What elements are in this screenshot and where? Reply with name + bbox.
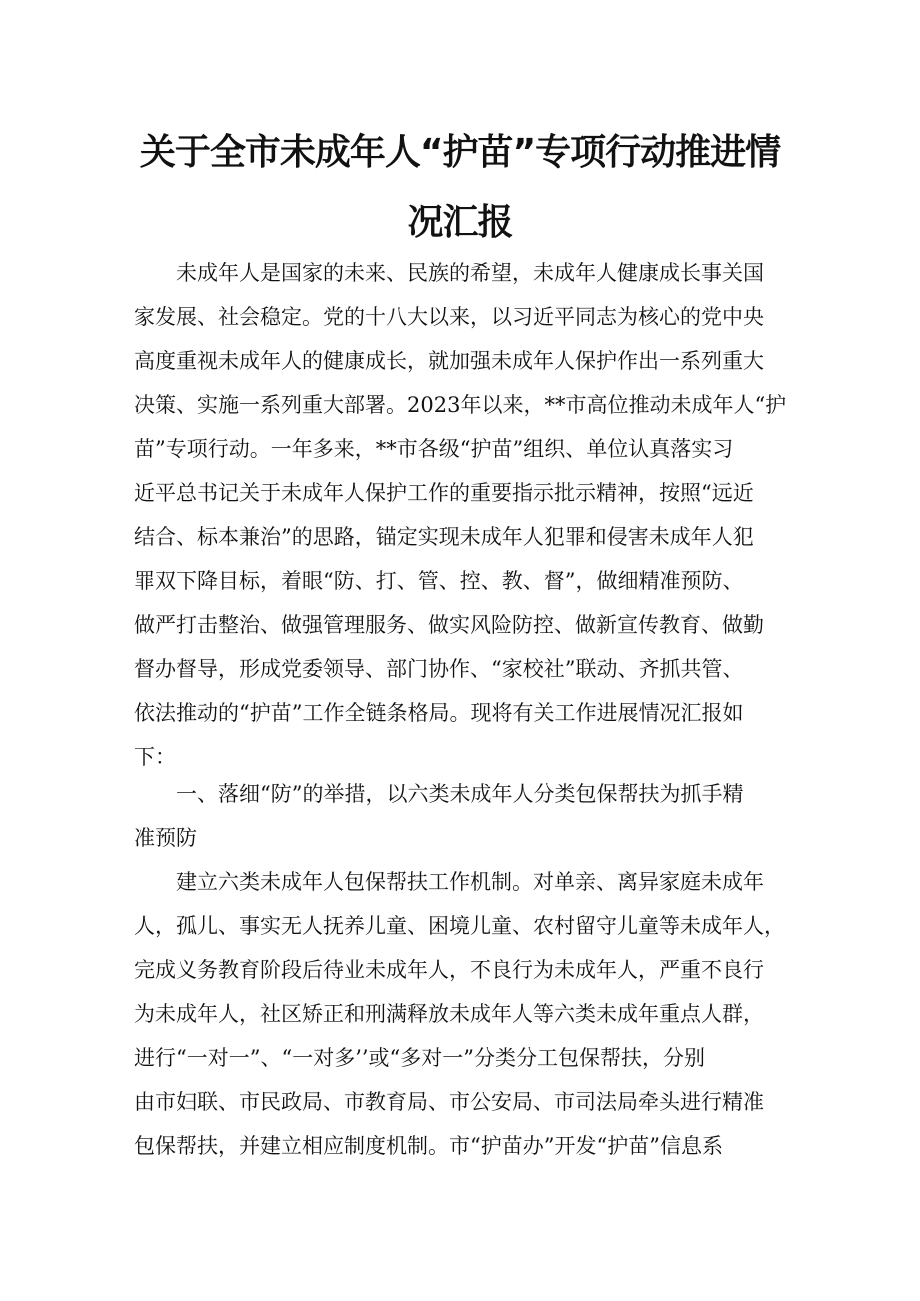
text-line: 未成年人是国家的未来、民族的希望，未成年人健康成长事关国 [176,261,764,285]
text-line: 做严打击整治、做强管理服务、做实风险防控、做新宣传教育、做勤 [134,613,764,637]
text-line: 由市妇联、市民政局、市教育局、市公安局、市司法局牵头进行精准 [134,1090,764,1114]
text-line: 为未成年人，社区矫正和刑满释放未成年人等六类未成年重点人群， [134,1002,764,1026]
text-line: 包保帮扶，并建立相应制度机制。市“护苗办”开发“护苗”信息系 [134,1134,723,1158]
text-line: 罪双下降目标，着眼“防、打、管、控、教、督”，做细精准预防、 [134,569,744,593]
document-title-line-1: 关于全市未成年人“护苗”专项行动推进情 [139,132,781,173]
text-line: 苗”专项行动。一年多来，**市各级“护苗”组织、单位认真落实习 [134,437,734,461]
text-line: 决策、实施一系列重大部署。2023年以来，**市高位推动未成年人“护 [134,393,787,417]
text-line: 一、落细“防”的举措，以六类未成年人分类包保帮扶为抓手精 [176,782,744,806]
text-line: 近平总书记关于未成年人保护工作的重要指示批示精神，按照“远近 [134,481,754,505]
text-line: 督办督导，形成党委领导、部门协作、“家校社”联动、齐抓共管、 [134,657,744,681]
text-line: 进行“一对一”、“一对多’’或“多对一”分类分工包保帮扶，分别 [134,1046,706,1070]
text-line: 结合、标本兼治”的思路，锚定实现未成年人犯罪和侵害未成年人犯 [134,525,754,549]
text-line: 准预防 [134,826,197,850]
document-title-line-2: 况汇报 [407,202,513,243]
text-line: 建立六类未成年人包保帮扶工作机制。对单亲、离异家庭未成年 [176,870,764,894]
text-line: 下： [134,745,176,769]
text-line: 高度重视未成年人的健康成长，就加强未成年人保护作出一系列重大 [134,349,764,373]
text-line: 完成义务教育阶段后待业未成年人，不良行为未成年人，严重不良行 [134,958,764,982]
text-line: 家发展、社会稳定。党的十八大以来，以习近平同志为核心的党中央 [134,305,764,329]
text-line: 人，孤儿、事实无人抚养儿童、困境儿童、农村留守儿童等未成年人， [134,914,785,938]
text-line: 依法推动的“护苗”工作全链条格局。现将有关工作进展情况汇报如 [134,701,744,725]
